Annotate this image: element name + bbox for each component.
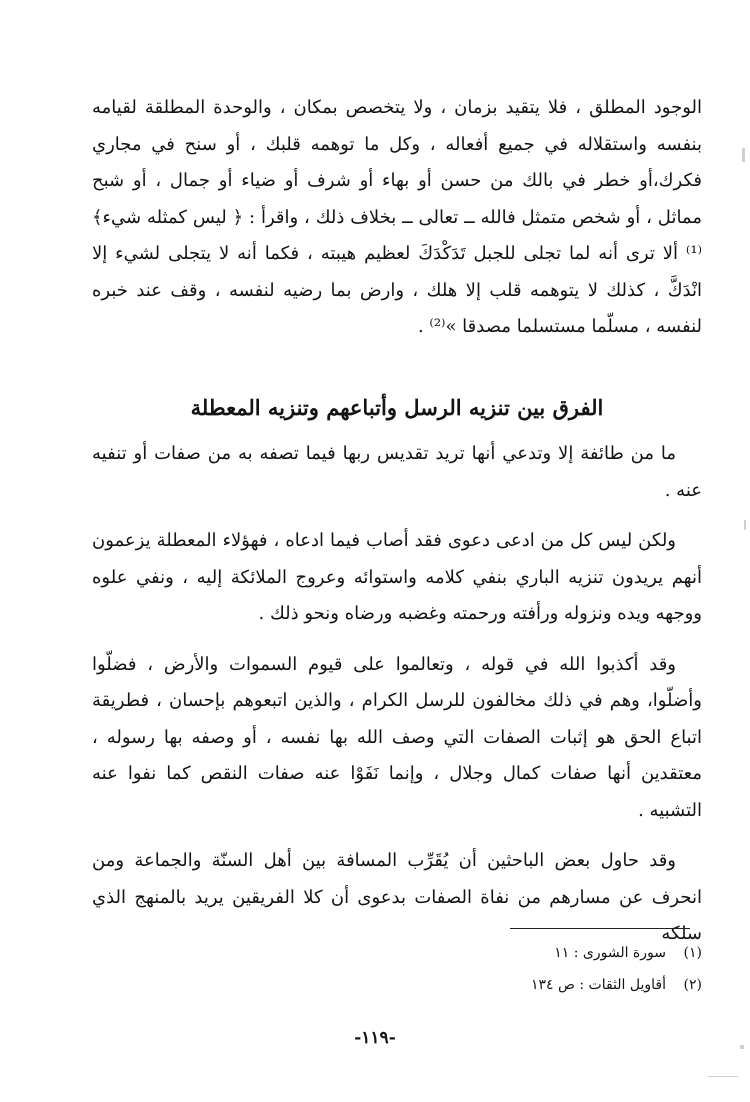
scan-speck (740, 1045, 744, 1049)
page-number: -١١٩- (354, 1028, 396, 1048)
scan-speck (744, 520, 746, 530)
footnotes (300, 937, 702, 1001)
text-line: شيء﴾⁽¹⁾ ألا ترى أنه لما تجلى للجبل تَدَكْدَكَ لعظيم هيبته ، فكما أنه لا يتجلى (92, 206, 702, 264)
text-line: ووجهه ويده ونزوله ورأفته ورحمته وغضبه ورضاه ونحو ذلك . (258, 603, 702, 624)
text-line: معتقدين أنها صفات كمال وجلال ، وإنما نَفَوْا عنه صفات النقص كما نفوا عنه (92, 763, 702, 784)
text-line: الوجود المطلق ، فلا يتقيد بزمان ، ولا يتخصص بمكان ، والوحدة المطلقة لقيامه (92, 97, 702, 118)
text-line: ولكن ليس كل من ادعى دعوى فقد أصاب فيما ادعاه ، فهؤلاء المعطلة يزعمون (92, 530, 676, 551)
section-heading: الفرق بين تنزيه الرسل وأتباعهم وتنزيه المعطلة (190, 395, 604, 420)
footnote-1 (300, 937, 702, 969)
main-body (92, 436, 702, 953)
text-line: ما من طائفة إلا وتدعي أنها تريد تقديس ربها فيما تصفه به من صفات أو تنفيه (92, 443, 676, 464)
text-line: عند خبره لنفسه ، مسلّما مستسلما مصدقا »⁽²⁾ . (92, 279, 702, 337)
footnote-text: سورة الشورى : ١١ (554, 945, 666, 961)
paragraph-2 (92, 523, 702, 633)
footnote-2 (300, 969, 702, 1001)
intro-paragraph (92, 90, 702, 346)
text-line: اتباع الحق هو إثبات الصفات التي وصف الله بها نفسه ، أو وصفه بها رسوله ، (92, 726, 702, 748)
scan-speck (708, 1076, 738, 1077)
footnote-number: (١) (683, 945, 702, 961)
text-line: مماثل ، أو شخص متمثل فالله ــ تعالى ــ بخلاف ذلك ، واقرأ : ﴿ ليس كمثله (146, 206, 702, 228)
footnote-separator (510, 928, 690, 929)
text-line: عن مسارهم من نفاة الصفات بدعوى أن كلا الفريقين يريد بالمنهج الذي سلكه (92, 886, 702, 944)
text-line: عنه . (664, 479, 702, 501)
footnote-text: أقاويل الثقات : ص ١٣٤ (530, 977, 666, 993)
text-line: التشبيه . (638, 799, 702, 821)
text-line: لشيء إلا انْدَكَّ ، كذلك لا يتوهمه قلب إلا هلك ، وارض بما رضيه لنفسه ، وقف (92, 243, 702, 301)
footnote-number: (٢) (683, 977, 702, 993)
text-line: وأضلّوا، وهم في ذلك مخالفون للرسل الكرام ، والذين اتبعوهم بإحسان ، فطريقة (92, 690, 702, 711)
paragraph-1 (92, 436, 702, 509)
scan-speck (742, 148, 745, 162)
text-line: وقد حاول بعض الباحثين أن يُقَرِّب المسافة بين أهل السنّة والجماعة ومن انحرف (92, 850, 702, 908)
text-line: فكرك،أو خطر في بالك من حسن أو بهاء أو شرف أو ضياء أو جمال ، أو شبح (92, 170, 702, 191)
paragraph-3 (92, 647, 702, 830)
text-line: بنفسه واستقلاله في جميع أفعاله ، وكل ما توهمه قلبك ، أو سنح في مجاري (92, 133, 702, 155)
text-line: أنهم يريدون تنزيه الباري بنفي كلامه واستوائه وعروج الملائكة إليه ، ونفي علوه (92, 566, 702, 588)
text-line: وقد أكذبوا الله في قوله ، وتعالموا على قيوم السموات والأرض ، فضلّوا (92, 653, 676, 675)
